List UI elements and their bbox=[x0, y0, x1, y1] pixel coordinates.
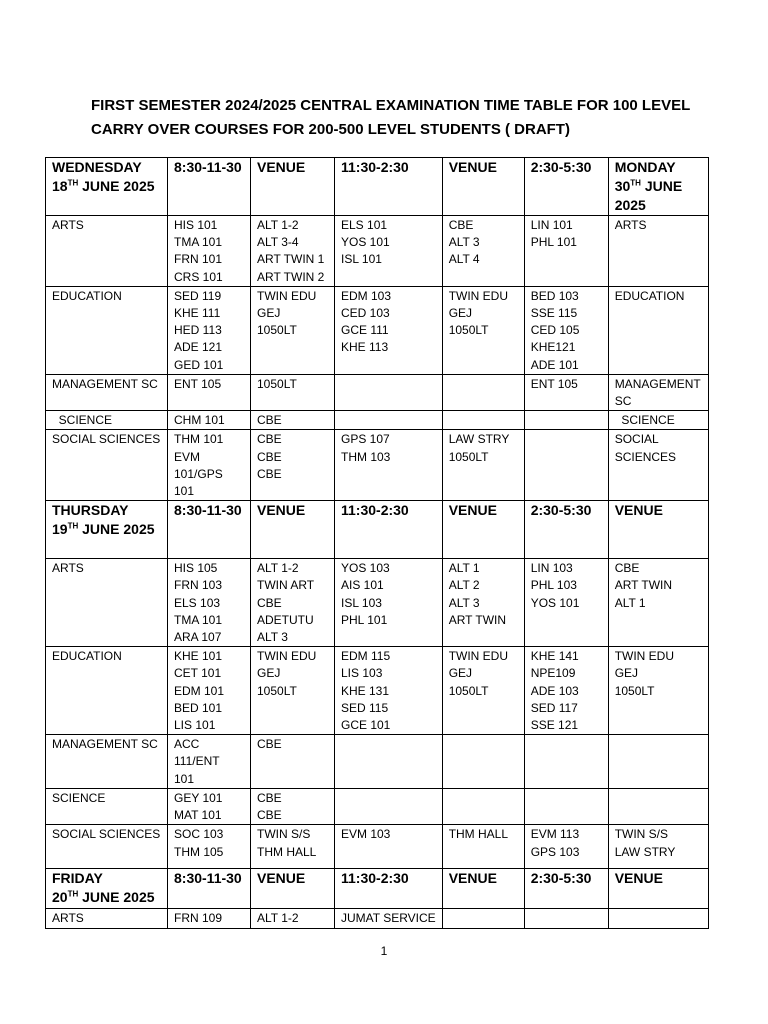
course-code: ACC bbox=[174, 737, 200, 752]
course-cell bbox=[335, 286, 443, 374]
venue-name: THM HALL bbox=[448, 827, 509, 842]
venue-cell bbox=[608, 411, 708, 430]
exam-date bbox=[52, 177, 161, 196]
course-code: LIS 103 bbox=[341, 666, 383, 681]
faculty-row bbox=[46, 430, 709, 501]
venue-name: ALT 1 bbox=[614, 595, 646, 610]
course-code: BED 103 bbox=[530, 288, 579, 303]
course-cell bbox=[524, 430, 608, 501]
course-code: TMA 101 bbox=[174, 612, 223, 627]
venue-name: GEJ bbox=[448, 666, 473, 681]
course-code: ENT 105 bbox=[530, 376, 578, 391]
course-code: CED 103 bbox=[341, 306, 390, 321]
course-cell bbox=[335, 735, 443, 789]
venue-cell bbox=[251, 735, 335, 789]
course-cell bbox=[335, 374, 443, 410]
course-code: SSE 121 bbox=[530, 718, 579, 733]
course-cell bbox=[335, 647, 443, 735]
course-code: ISL 103 bbox=[341, 595, 382, 610]
course-cell bbox=[524, 374, 608, 410]
page-number: 1 bbox=[380, 944, 388, 958]
course-code: KHE 111 bbox=[174, 306, 221, 321]
column-header-h6: VENUE bbox=[608, 501, 708, 559]
venue-cell bbox=[442, 788, 524, 824]
venue-cell bbox=[251, 825, 335, 869]
faculty-name: SOCIAL SCIENCES bbox=[52, 432, 161, 447]
course-code: AIS 101 bbox=[341, 578, 384, 593]
course-cell bbox=[335, 430, 443, 501]
column-header-h2: VENUE bbox=[251, 501, 335, 559]
title-line-1: FIRST SEMESTER 2024/2025 CENTRAL EXAMINATION TIME TABLE FOR 100 LEVEL bbox=[91, 97, 691, 114]
course-code: EDM 101 bbox=[174, 683, 225, 698]
course-cell bbox=[168, 216, 251, 287]
column-header-h2: VENUE bbox=[251, 869, 335, 909]
course-code: KHE121 bbox=[530, 340, 576, 355]
course-code: GCE 101 bbox=[341, 718, 391, 733]
venue-name: CBE bbox=[257, 449, 282, 464]
day-date-cell bbox=[46, 869, 168, 909]
date-month-year: JUNE 2025 bbox=[78, 521, 155, 538]
day-header-row bbox=[46, 158, 709, 216]
venue-name: 1050LT bbox=[257, 323, 297, 338]
faculty-name: SOCIAL SCIENCES bbox=[52, 827, 161, 842]
venue-cell bbox=[608, 825, 708, 869]
faculty-row bbox=[46, 286, 709, 374]
venue-cell bbox=[442, 286, 524, 374]
course-code: TMA 101 bbox=[174, 235, 223, 250]
course-code: YOS 101 bbox=[530, 595, 580, 610]
course-cell bbox=[168, 559, 251, 647]
faculty-cell bbox=[46, 909, 168, 928]
venue-name: ALT 4 bbox=[448, 252, 480, 267]
column-header-h6: VENUE bbox=[608, 869, 708, 909]
course-code: EVM 103 bbox=[341, 827, 391, 842]
course-cell bbox=[524, 909, 608, 928]
course-code: ISL 101 bbox=[341, 252, 382, 267]
faculty-row bbox=[46, 216, 709, 287]
column-header-h4: VENUE bbox=[442, 501, 524, 559]
venue-cell bbox=[442, 374, 524, 410]
course-cell bbox=[168, 735, 251, 789]
course-code: KHE 113 bbox=[341, 340, 389, 355]
column-header-h5: 2:30-5:30 bbox=[524, 158, 608, 216]
column-header-h1: 8:30-11-30 bbox=[168, 501, 251, 559]
course-code: GEY 101 bbox=[174, 790, 223, 805]
course-code: EVM 113 bbox=[530, 827, 580, 842]
column-header-h5: 2:30-5:30 bbox=[524, 869, 608, 909]
venue-name: TWIN EDU bbox=[257, 649, 317, 664]
course-cell bbox=[335, 216, 443, 287]
date-suffix: TH bbox=[67, 521, 79, 531]
course-cell bbox=[524, 788, 608, 824]
course-code: ELS 103 bbox=[174, 595, 221, 610]
venue-cell bbox=[251, 286, 335, 374]
venue-cell bbox=[251, 216, 335, 287]
venue-name: ALT 2 bbox=[448, 578, 480, 593]
venue-name: GEJ bbox=[448, 306, 473, 321]
faculty-row bbox=[46, 559, 709, 647]
column-header-h5: 2:30-5:30 bbox=[524, 501, 608, 559]
course-code: SED 119 bbox=[174, 288, 222, 303]
course-code: BED 101 bbox=[174, 700, 223, 715]
venue-name: ADETUTU bbox=[257, 612, 314, 627]
course-cell bbox=[335, 411, 443, 430]
venue-cell bbox=[608, 735, 708, 789]
course-code: 101 bbox=[174, 484, 195, 499]
course-cell bbox=[168, 825, 251, 869]
course-cell bbox=[168, 430, 251, 501]
column-header-h2: VENUE bbox=[251, 158, 335, 216]
venue-cell bbox=[442, 559, 524, 647]
course-code: SED 115 bbox=[341, 700, 389, 715]
header-date-suffix: TH bbox=[630, 178, 641, 188]
venue-name: SC bbox=[614, 394, 632, 409]
faculty-name: MANAGEMENT SC bbox=[52, 737, 158, 752]
course-code: GPS 107 bbox=[341, 432, 390, 447]
header-date-number: 30 bbox=[614, 178, 631, 194]
venue-name: CBE bbox=[257, 432, 282, 447]
venue-name: TWIN ART bbox=[257, 578, 315, 593]
course-cell bbox=[168, 374, 251, 410]
course-code: NPE109 bbox=[530, 666, 576, 681]
course-cell bbox=[335, 788, 443, 824]
faculty-row bbox=[46, 788, 709, 824]
column-header-h3: 11:30-2:30 bbox=[335, 501, 443, 559]
course-code: FRN 103 bbox=[174, 578, 223, 593]
faculty-name: ARTS bbox=[52, 218, 84, 232]
course-code: PHL 101 bbox=[341, 612, 388, 627]
exam-timetable bbox=[45, 157, 709, 929]
faculty-cell bbox=[46, 788, 168, 824]
date-number: 20 bbox=[52, 889, 68, 906]
venue-name: CBE bbox=[614, 561, 640, 576]
course-code: YOS 103 bbox=[341, 561, 390, 576]
course-code: EDM 103 bbox=[341, 288, 392, 303]
day-date-cell bbox=[46, 501, 168, 559]
course-code: HED 113 bbox=[174, 323, 222, 338]
course-code: JUMAT SERVICE bbox=[341, 911, 436, 926]
venue-name: TWIN S/S bbox=[614, 827, 669, 842]
title-line-2: CARRY OVER COURSES FOR 200-500 LEVEL STUDENTS ( DRAFT) bbox=[91, 121, 570, 138]
course-code: KHE 141 bbox=[530, 649, 579, 664]
course-code: FRN 101 bbox=[174, 252, 223, 267]
venue-cell bbox=[608, 788, 708, 824]
venue-name: LAW STRY bbox=[614, 844, 676, 859]
venue-cell bbox=[442, 411, 524, 430]
venue-cell bbox=[608, 647, 708, 735]
column-header-h1: 8:30-11-30 bbox=[168, 869, 251, 909]
exam-date bbox=[52, 888, 161, 907]
course-cell bbox=[168, 286, 251, 374]
course-code: HIS 105 bbox=[174, 561, 218, 576]
course-code: ADE 121 bbox=[174, 340, 223, 355]
course-code: EVM bbox=[174, 449, 201, 464]
faculty-name: SCIENCE bbox=[52, 790, 106, 805]
venue-name: LAW STRY bbox=[448, 432, 510, 447]
venue-name: 1050LT bbox=[614, 683, 655, 698]
venue-name: CBE bbox=[257, 808, 282, 823]
venue-name: ART TWIN bbox=[614, 578, 673, 593]
faculty-cell bbox=[46, 286, 168, 374]
day-date-cell bbox=[46, 158, 168, 216]
column-header-h3: 11:30-2:30 bbox=[335, 869, 443, 909]
faculty-cell bbox=[46, 216, 168, 287]
faculty-name: EDUCATION bbox=[52, 649, 122, 664]
venue-name: TWIN EDU bbox=[448, 288, 509, 303]
venue-name: ARTS bbox=[614, 218, 647, 232]
course-code: 111/ENT bbox=[174, 754, 220, 769]
course-code: THM 101 bbox=[174, 432, 224, 447]
faculty-cell bbox=[46, 825, 168, 869]
venue-name: EDUCATION bbox=[614, 288, 685, 303]
venue-name: GEJ bbox=[257, 666, 281, 681]
course-code: LIS 101 bbox=[174, 718, 216, 733]
course-code: YOS 101 bbox=[341, 235, 390, 250]
venue-name: TWIN S/S bbox=[257, 827, 311, 842]
course-code: CED 105 bbox=[530, 323, 580, 338]
venue-name: ALT 3 bbox=[257, 630, 288, 645]
day-name: THURSDAY bbox=[52, 502, 129, 519]
course-cell bbox=[524, 735, 608, 789]
venue-name: TWIN EDU bbox=[448, 649, 509, 664]
column-header-h6 bbox=[608, 158, 708, 216]
faculty-row bbox=[46, 825, 709, 869]
course-code: PHL 103 bbox=[530, 578, 577, 593]
day-header-row bbox=[46, 869, 709, 909]
course-code: 101/GPS bbox=[174, 466, 223, 481]
venue-name: ART TWIN bbox=[448, 612, 507, 627]
venue-cell bbox=[442, 430, 524, 501]
header-date-month: JUNE bbox=[640, 178, 683, 194]
header-date bbox=[615, 177, 702, 196]
venue-name: CBE bbox=[448, 218, 474, 232]
course-code: EDM 115 bbox=[341, 649, 391, 664]
venue-name: CBE bbox=[257, 737, 282, 752]
faculty-row bbox=[46, 411, 709, 430]
faculty-cell bbox=[46, 374, 168, 410]
date-number: 19 bbox=[52, 521, 68, 538]
faculty-name: ARTS bbox=[52, 561, 84, 576]
course-cell bbox=[168, 909, 251, 928]
venue-cell bbox=[251, 788, 335, 824]
column-header-h4: VENUE bbox=[442, 158, 524, 216]
course-cell bbox=[524, 216, 608, 287]
faculty-row bbox=[46, 647, 709, 735]
course-code: SSE 115 bbox=[530, 306, 578, 321]
venue-cell bbox=[608, 909, 708, 928]
course-cell bbox=[524, 647, 608, 735]
faculty-cell bbox=[46, 430, 168, 501]
course-code: GED 101 bbox=[174, 357, 224, 372]
course-cell bbox=[335, 909, 443, 928]
course-code: GCE 111 bbox=[341, 323, 389, 338]
column-header-h1: 8:30-11-30 bbox=[168, 158, 251, 216]
date-month-year: JUNE 2025 bbox=[78, 178, 155, 194]
venue-name: CBE bbox=[257, 790, 282, 805]
venue-name: 1050LT bbox=[257, 683, 297, 698]
course-code: ELS 101 bbox=[341, 218, 388, 232]
venue-name: ALT 1-2 bbox=[257, 561, 299, 576]
course-cell bbox=[335, 559, 443, 647]
faculty-cell bbox=[46, 647, 168, 735]
course-code: THM 103 bbox=[341, 449, 391, 464]
faculty-name: ARTS bbox=[52, 911, 84, 926]
venue-name: ALT 3 bbox=[448, 595, 480, 610]
venue-cell bbox=[251, 411, 335, 430]
venue-name: ALT 3-4 bbox=[257, 235, 299, 250]
venue-name: GEJ bbox=[257, 306, 281, 321]
course-code: 101 bbox=[174, 771, 195, 786]
venue-cell bbox=[442, 825, 524, 869]
venue-cell bbox=[608, 374, 708, 410]
date-number: 18 bbox=[52, 178, 68, 194]
course-code: PHL 101 bbox=[530, 235, 577, 250]
course-cell bbox=[168, 411, 251, 430]
course-cell bbox=[524, 286, 608, 374]
faculty-row bbox=[46, 735, 709, 789]
venue-name: 1050LT bbox=[257, 376, 297, 391]
venue-name: 1050LT bbox=[448, 323, 489, 338]
course-code: KHE 101 bbox=[174, 649, 223, 664]
venue-cell bbox=[251, 647, 335, 735]
course-cell bbox=[524, 411, 608, 430]
faculty-row bbox=[46, 909, 709, 928]
venue-cell bbox=[442, 909, 524, 928]
faculty-cell bbox=[46, 735, 168, 789]
venue-cell bbox=[608, 216, 708, 287]
document-title bbox=[91, 94, 731, 142]
exam-date bbox=[52, 520, 161, 539]
venue-cell bbox=[251, 559, 335, 647]
venue-cell bbox=[442, 735, 524, 789]
faculty-cell bbox=[46, 411, 168, 430]
date-suffix: TH bbox=[67, 889, 79, 899]
venue-name: 1050LT bbox=[448, 683, 489, 698]
course-cell bbox=[168, 788, 251, 824]
venue-name: TWIN EDU bbox=[257, 288, 317, 303]
header-day: MONDAY bbox=[614, 159, 676, 175]
day-header-row bbox=[46, 501, 709, 559]
venue-name: CBE bbox=[257, 413, 282, 428]
venue-cell bbox=[442, 647, 524, 735]
venue-name: SOCIAL bbox=[614, 432, 659, 447]
course-cell bbox=[335, 825, 443, 869]
course-code: CHM 101 bbox=[174, 413, 225, 428]
faculty-name: SCIENCE bbox=[52, 413, 113, 428]
course-cell bbox=[168, 647, 251, 735]
course-code: FRN 109 bbox=[174, 911, 223, 926]
venue-cell bbox=[251, 909, 335, 928]
venue-name: ALT 1-2 bbox=[257, 911, 299, 926]
venue-name: TWIN EDU bbox=[614, 649, 675, 664]
course-cell bbox=[524, 559, 608, 647]
course-code: KHE 131 bbox=[341, 683, 390, 698]
faculty-name: MANAGEMENT SC bbox=[52, 376, 158, 391]
day-name: FRIDAY bbox=[52, 870, 103, 887]
course-code: CET 101 bbox=[174, 666, 222, 681]
venue-name: SCIENCE bbox=[614, 413, 675, 428]
venue-name: CBE bbox=[257, 466, 282, 481]
course-code: SED 117 bbox=[530, 700, 578, 715]
course-code: LIN 101 bbox=[530, 218, 573, 232]
venue-cell bbox=[608, 286, 708, 374]
venue-name: THM HALL bbox=[257, 844, 317, 859]
venue-name: ALT 1-2 bbox=[257, 218, 299, 232]
date-suffix: TH bbox=[67, 178, 79, 188]
faculty-name: EDUCATION bbox=[52, 288, 122, 303]
date-month-year: JUNE 2025 bbox=[78, 889, 155, 906]
venue-cell bbox=[608, 430, 708, 501]
venue-name: ART TWIN 1 bbox=[257, 252, 325, 267]
course-code: SOC 103 bbox=[174, 827, 224, 842]
course-code: ADE 103 bbox=[530, 683, 579, 698]
faculty-cell bbox=[46, 559, 168, 647]
venue-name: ALT 1 bbox=[448, 561, 480, 576]
course-code: ARA 107 bbox=[174, 630, 222, 645]
course-code: MAT 101 bbox=[174, 808, 222, 823]
venue-name: 1050LT bbox=[448, 449, 489, 464]
venue-cell bbox=[442, 216, 524, 287]
venue-name: CBE bbox=[257, 595, 282, 610]
venue-name: MANAGEMENT bbox=[614, 376, 701, 391]
venue-name: GEJ bbox=[614, 666, 639, 681]
venue-cell bbox=[251, 374, 335, 410]
course-code: GPS 103 bbox=[530, 844, 580, 859]
venue-cell bbox=[251, 430, 335, 501]
venue-name: ALT 3 bbox=[448, 235, 480, 250]
course-code: CRS 101 bbox=[174, 269, 223, 284]
venue-name: SCIENCES bbox=[614, 449, 677, 464]
course-code: LIN 103 bbox=[530, 561, 573, 576]
course-code: HIS 101 bbox=[174, 218, 218, 232]
venue-cell bbox=[608, 559, 708, 647]
faculty-row bbox=[46, 374, 709, 410]
venue-name: ART TWIN 2 bbox=[257, 269, 325, 284]
course-cell bbox=[524, 825, 608, 869]
course-code: ENT 105 bbox=[174, 376, 222, 391]
course-code: ADE 101 bbox=[530, 357, 579, 372]
course-code: THM 105 bbox=[174, 844, 224, 859]
column-header-h4: VENUE bbox=[442, 869, 524, 909]
day-name: WEDNESDAY bbox=[52, 159, 142, 175]
column-header-h3: 11:30-2:30 bbox=[335, 158, 443, 216]
header-year: 2025 bbox=[614, 197, 646, 213]
